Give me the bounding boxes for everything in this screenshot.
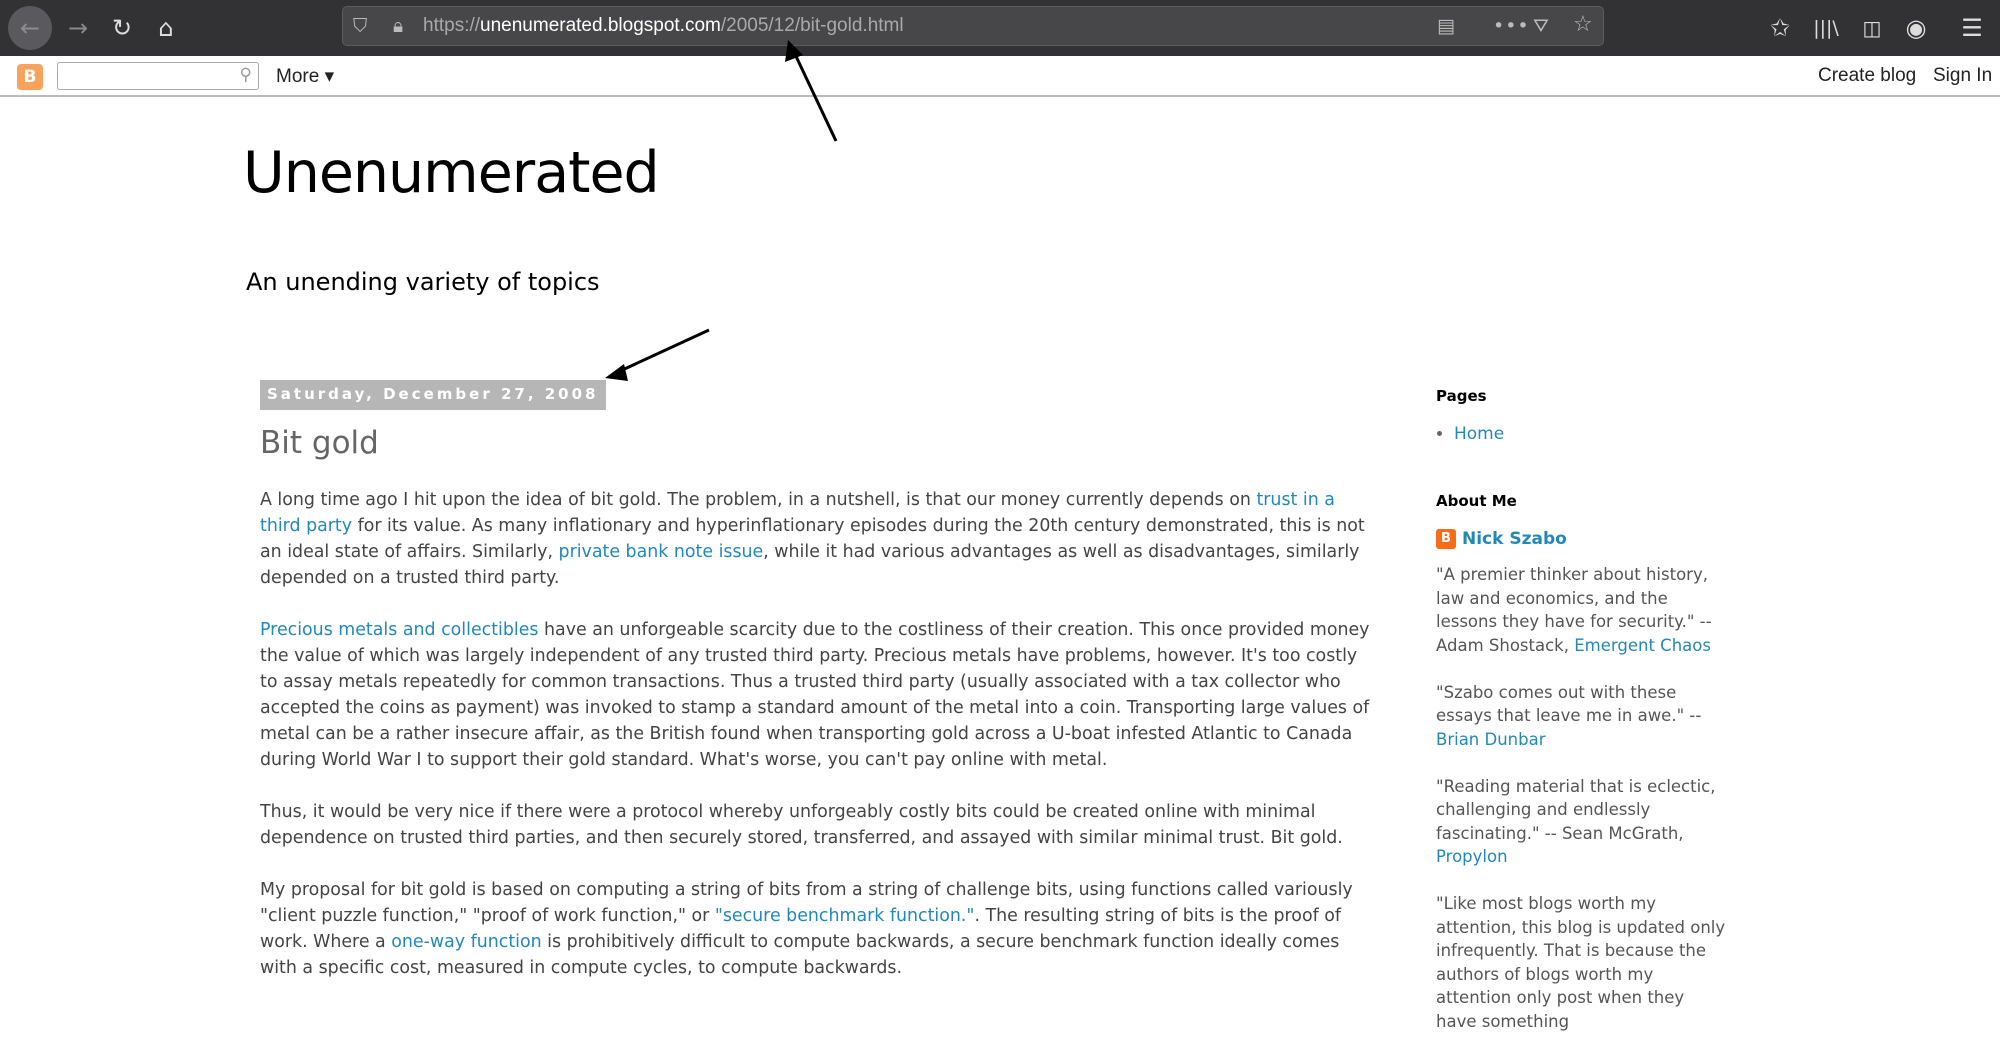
page-actions-icon[interactable]: ••• [1493, 15, 1530, 37]
about-quote [1436, 681, 1726, 752]
search-icon[interactable]: ⚲ [239, 65, 252, 85]
text-segment: for its value. As many inflationary and hyperinflationary episodes during the 20th century demonstrated, this is not an ideal state of affairs. Similarly, [260, 516, 1365, 562]
text-segment: have an unforgeable scarcity due to the costliness of their creation. This once provided money the value of which was largely independent of any trusted third party. Precious metals have problems, however. It's too costly to assay metals repeatedly for common transactions. Thus a trusted third party (usually associated with a tax collector who accepted the coins as payment) was invoked to stamp a standard amount of the metal into a coin. Transporting large values of metal can be a rather insecure affair, as the British found when transporting gold across a U-boat infested Atlantic to Canada during World War I to support their gold standard. What's worse, you can't pay online with metal. [260, 620, 1370, 770]
blogger-navbar [0, 56, 2000, 97]
create-blog-link[interactable]: Create blog [1818, 65, 1917, 86]
pages-item [1454, 423, 1726, 447]
sign-in-link[interactable]: Sign In [1933, 65, 1993, 86]
about-quote [1436, 775, 1726, 869]
pocket-icon[interactable]: ⛛ [1533, 15, 1549, 37]
text-segment: . The resulting string of bits is the proof of work. Where a [260, 906, 1341, 952]
url-path: /2005/12/bit-gold.html [720, 15, 904, 36]
url-bar[interactable] [342, 6, 1604, 46]
browser-toolbar [0, 0, 2000, 56]
bookmark-star-icon[interactable]: ☆ [1573, 12, 1593, 37]
author-link[interactable]: Nick Szabo [1462, 528, 1567, 549]
text-segment: "A premier thinker about history, law and economics, and the lessons they have for security." -- Adam Shostack, [1436, 565, 1712, 655]
sidebar-toggle-icon[interactable]: ◫ [1862, 16, 1882, 40]
arrowhead-date-icon [605, 364, 628, 381]
post-date: Saturday, December 27, 2008 [260, 380, 606, 410]
text-segment: is prohibitively difficult to compute backwards, a secure benchmark function ideally comes with a specific cost, measured in compute cycles, to compute backwards. [260, 932, 1340, 978]
blogger-profile-icon: B [1436, 529, 1456, 549]
url-scheme: https:// [423, 15, 481, 36]
post-paragraph [260, 617, 1375, 773]
pages-heading: Pages [1436, 387, 1487, 405]
blog-description: An unending variety of topics [246, 268, 600, 296]
reload-button[interactable]: ↻ [111, 14, 133, 42]
post-title: Bit gold [260, 425, 379, 461]
back-button[interactable]: ← [8, 6, 52, 50]
more-menu[interactable]: More ▾ [276, 66, 335, 87]
text-segment: "Szabo comes out with these essays that leave me in awe." -- [1436, 682, 1702, 725]
inline-link[interactable]: Brian Dunbar [1436, 729, 1546, 749]
post-paragraph [260, 799, 1375, 851]
inline-link[interactable]: "secure benchmark function." [714, 906, 975, 926]
url-text[interactable] [423, 15, 904, 37]
inline-link[interactable]: private bank note issue [558, 542, 764, 562]
home-link[interactable]: Home [1454, 423, 1505, 444]
pages-list [1454, 423, 1726, 447]
text-segment: A long time ago I hit upon the idea of bit gold. The problem, in a nutshell, is that our money currently depends on [260, 490, 1257, 510]
forward-button[interactable]: → [67, 14, 89, 42]
sidebar [1436, 385, 1726, 1057]
post-paragraph [260, 487, 1375, 591]
text-segment: , while it had various advantages as well as disadvantages, similarly depended on a trusted third party. [260, 542, 1360, 588]
text-segment: "Like most blogs worth my attention, this blog is updated only infrequently. That is because the authors of blogs worth my attention only post when they have something [1436, 894, 1726, 1031]
menu-icon[interactable]: ☰ [1961, 14, 1983, 42]
about-quote [1436, 892, 1726, 1033]
reader-view-icon[interactable]: ▤ [1437, 15, 1455, 37]
post-paragraph [260, 877, 1375, 981]
arrow-to-date [618, 330, 709, 372]
profile [1436, 528, 1726, 552]
lock-icon[interactable]: 🔒︎ [393, 15, 404, 37]
inline-link[interactable]: trust in a third party [260, 490, 1335, 536]
blog-search-input[interactable] [57, 62, 259, 90]
tracking-protection-shield-icon[interactable]: ⛉ [353, 15, 368, 37]
url-host: unenumerated.blogspot.com [480, 15, 721, 36]
blogger-logo-icon[interactable]: B [17, 64, 43, 90]
inline-link[interactable]: Precious metals and collectibles [260, 620, 539, 640]
about-quotes [1436, 563, 1726, 1033]
inline-link[interactable]: Emergent Chaos [1574, 635, 1711, 655]
text-segment: "Reading material that is eclectic, challenging and endlessly fascinating." -- Sean McGrath, [1436, 776, 1716, 843]
text-segment: Thus, it would be very nice if there were a protocol whereby unforgeably costly bits could be created online with minimal dependence on trusted third parties, and then securely stored, transferred, and assayed with similar minimal trust. Bit gold. [260, 802, 1343, 848]
inline-link[interactable]: Propylon [1436, 847, 1508, 866]
blog-title[interactable]: Unenumerated [243, 140, 659, 206]
text-segment: My proposal for bit gold is based on computing a string of bits from a string of challenge bits, using functions called variously "client puzzle function," "proof of work function," or [260, 880, 1353, 926]
about-heading: About Me [1436, 492, 1517, 510]
inline-link[interactable]: one-way function [391, 932, 542, 952]
post-body [260, 487, 1375, 1007]
account-icon[interactable]: ◉ [1905, 14, 1927, 42]
about-quote [1436, 563, 1726, 657]
home-button[interactable]: ⌂ [158, 14, 174, 42]
library-icon[interactable]: |||\ [1813, 17, 1839, 39]
bookmarks-menu-icon[interactable]: ✩ [1769, 14, 1791, 42]
